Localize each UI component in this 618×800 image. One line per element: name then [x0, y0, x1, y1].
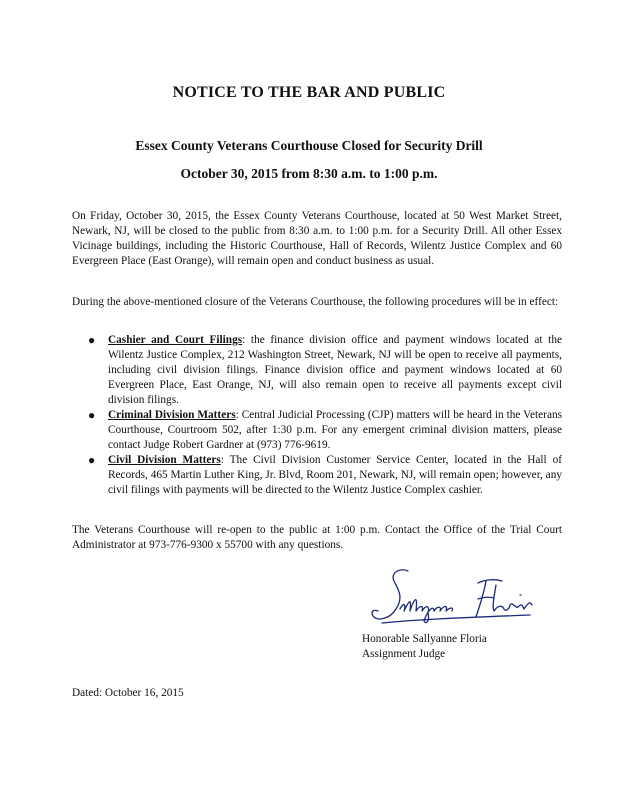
bullet-text: : the finance division office and payment windows located at the Wilentz Justice Complex, 212 Washington Street, Newark, NJ will be open to receive all payments, including civil division filings. Finance division office and payment windows located at 60 Evergreen Place, East Orange, NJ, will also remain open to receive all payments except civil division filings.: [108, 334, 562, 406]
notice-title: NOTICE TO THE BAR AND PUBLIC: [172, 84, 446, 101]
notice-subtitle-line2: October 30, 2015 from 8:30 a.m. to 1:00 p.m.: [180, 166, 438, 181]
bullet-icon: ●: [88, 453, 96, 467]
dated-line: Dated: October 16, 2015: [72, 687, 184, 699]
list-item: [84, 408, 562, 453]
paragraph-closure: On Friday, October 30, 2015, the Essex County Veterans Courthouse, located at 50 West Market Street, Newark, NJ, will be closed to the public from 8:30 a.m. to 1:00 p.m. for a Security Drill. All other Essex Vicinage buildings, including the Historic Courthouse, Hall of Records, Wilentz Justice Complex and 60 Evergreen Place (East Orange), will remain open and conduct business as usual.: [72, 210, 562, 267]
signatory-name: Honorable Sallyanne Floria: [362, 633, 487, 645]
paragraph-reopen: The Veterans Courthouse will re-open to the public at 1:00 p.m. Contact the Office of the Trial Court Administrator at 973-776-9300 x 55700 with any questions.: [72, 524, 562, 551]
list-item: [84, 333, 562, 408]
paragraph-procedures-intro: During the above-mentioned closure of the Veterans Courthouse, the following procedures will be in effect:: [72, 296, 559, 308]
bullet-heading: Civil Division Matters: [108, 454, 221, 466]
bullet-heading: Cashier and Court Filings: [108, 334, 243, 346]
procedures-list: [84, 333, 562, 498]
signatory-title: Assignment Judge: [362, 648, 446, 660]
bullet-icon: ●: [88, 333, 96, 347]
bullet-icon: ●: [88, 408, 96, 422]
notice-subtitle-line1: Essex County Veterans Courthouse Closed for Security Drill: [135, 138, 483, 153]
list-item: [84, 453, 562, 498]
bullet-heading: Criminal Division Matters: [108, 409, 236, 421]
bullet-text: : The Civil Division Customer Service Center, located in the Hall of Records, 465 Martin Luther King, Jr. Blvd, Room 201, Newark, NJ, will remain open; however, any civil filings with payments will be directed to the Wilentz Justice Complex cashier.: [108, 454, 563, 496]
bullet-text: : Central Judicial Processing (CJP) matters will be heard in the Veterans Courthouse, Courtroom 502, after 1:30 p.m. For any emergent criminal division matters, please contact Judge Robert Gardner at (973) 776-9619.: [108, 409, 563, 451]
handwritten-signature: [360, 565, 560, 635]
signature-drawing: [360, 565, 560, 635]
